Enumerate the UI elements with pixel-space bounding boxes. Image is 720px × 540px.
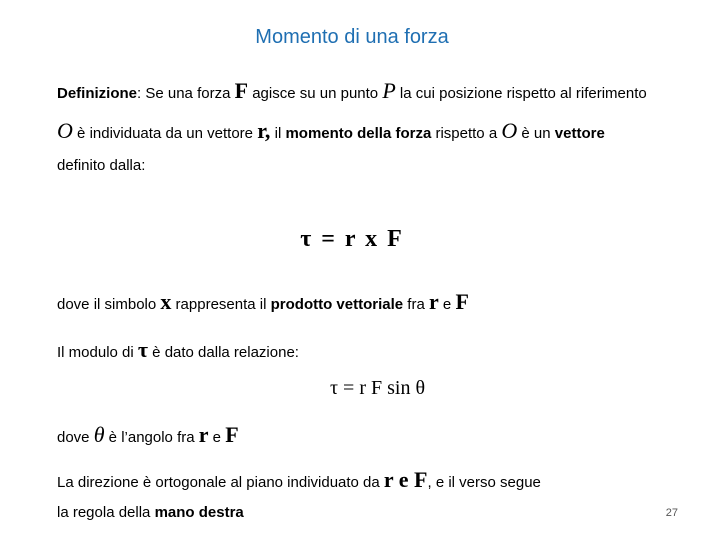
text-segment: , e il verso segue [427,474,541,491]
keyword-prodotto-vettoriale: prodotto vettoriale [270,296,404,313]
slide-title: Momento di una forza [255,26,449,48]
direction-line [57,467,541,493]
tau-symbol: τ [137,337,149,362]
point-P: P [382,78,396,103]
definition-line-1 [57,78,647,104]
vector-F: F [234,78,249,103]
torque-modulus-formula: τ = r F sin θ [330,377,426,399]
definition-colon: : [137,85,142,102]
angle-line [57,422,239,448]
vector-r: r, [257,118,271,143]
text-segment: La direzione è ortogonale al piano individuato da [57,474,384,491]
page-number: 27 [665,507,678,519]
modulus-intro-line [57,337,299,363]
keyword-vettore: vettore [554,125,605,142]
text-segment: la regola della [57,504,155,521]
text-segment: dove il simbolo [57,296,161,313]
text-segment: la cui posizione rispetto al riferimento [395,85,647,102]
origin-O: O [57,118,73,143]
text-segment: dove [57,429,94,446]
text-segment: e [438,296,456,313]
theta-symbol: θ [93,422,105,447]
vector-F: F [225,422,239,447]
definition-line-2 [57,118,605,144]
text-segment: il [270,125,286,142]
text-segment: rappresenta il [171,296,271,313]
keyword-mano-destra: mano destra [154,504,244,521]
text-segment: agisce su un punto [248,85,383,102]
text-segment: è dato dalla relazione: [148,344,299,361]
vector-r: r [428,289,439,314]
vector-F: F [455,289,469,314]
text-segment: e [208,429,226,446]
vectors-r-e-F: r e F [383,467,428,492]
right-hand-rule-line [57,504,244,521]
cross-symbol: x [160,289,172,314]
text-segment: fra [403,296,429,313]
definition-label: Definizione [57,85,138,102]
text-segment: Se una forza [141,85,235,102]
cross-product-line [57,289,469,315]
text-segment: Il modulo di [57,344,138,361]
torque-vector-formula: τ = r x F [300,226,404,252]
vector-r: r [198,422,209,447]
origin-O: O [501,118,518,143]
text-segment: è individuata da un vettore [72,125,258,142]
keyword-momento: momento della forza [285,125,432,142]
definition-line-3: definito dalla: [57,157,146,174]
text-segment: è un [517,125,555,142]
text-segment: rispetto a [431,125,502,142]
text-segment: è l’angolo fra [104,429,199,446]
